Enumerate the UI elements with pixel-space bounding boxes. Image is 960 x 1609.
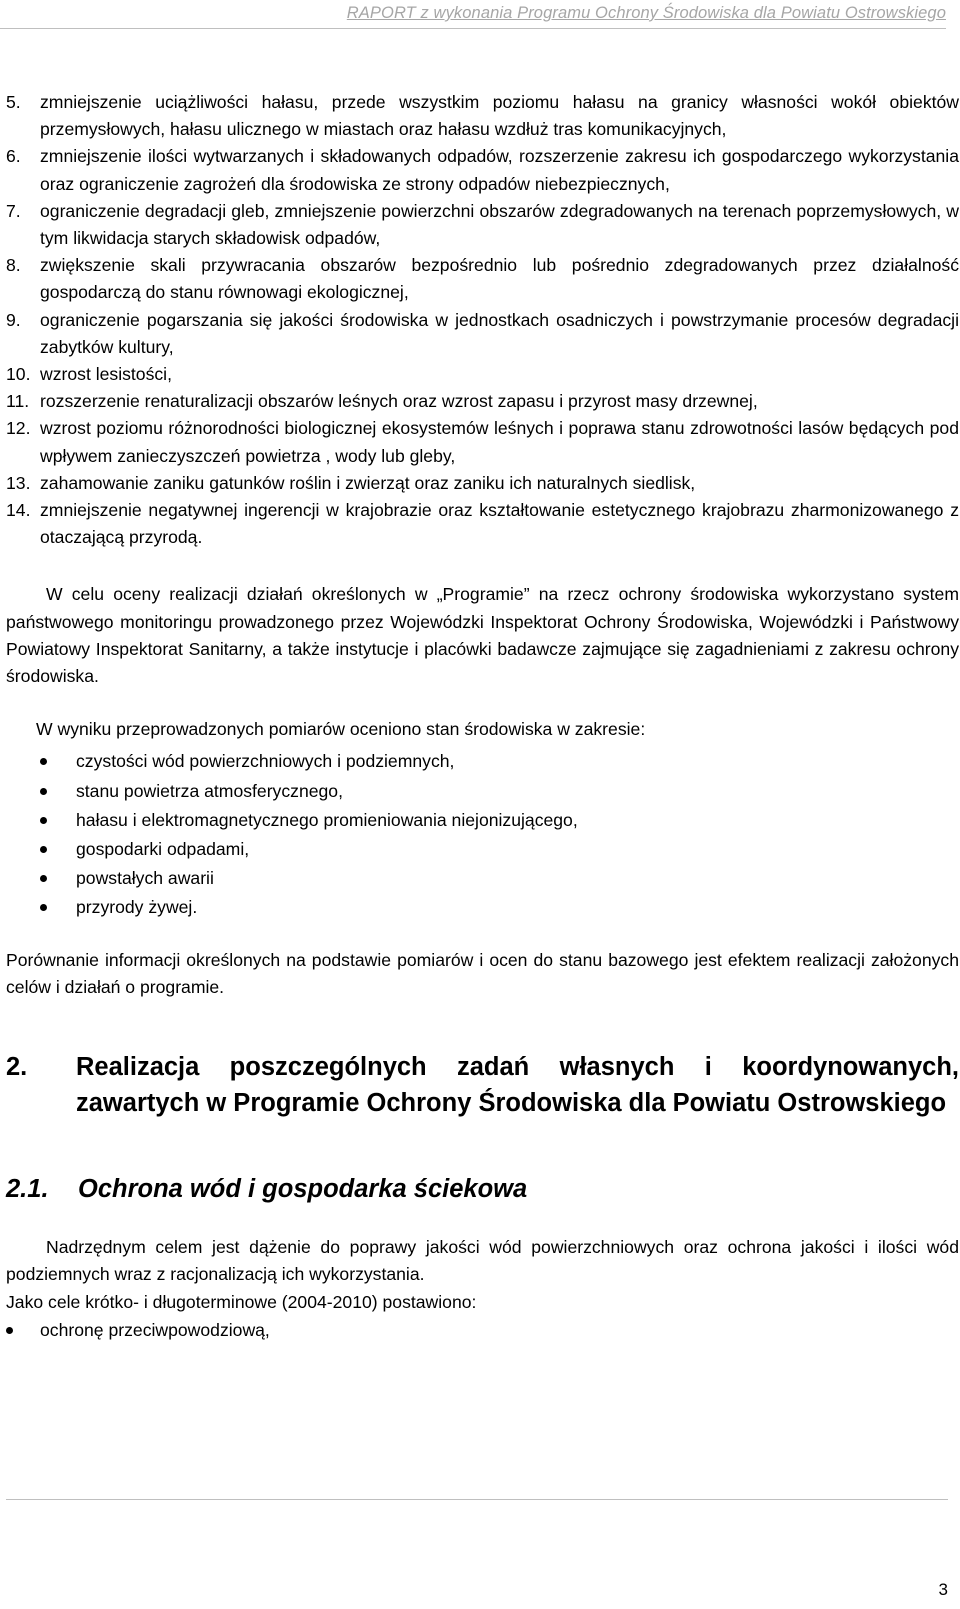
page-body xyxy=(6,89,959,1345)
water-paragraph: Nadrzędnym celem jest dążenie do poprawy jakości wód powierzchniowych oraz ochrona jakości i ilości wód podziemnych wraz z racjonalizacją ich wykorzystania. xyxy=(6,1237,959,1285)
goals-list xyxy=(6,89,959,551)
list-item: przyrody żywej. xyxy=(6,893,959,922)
list-item: ochronę przeciwpowodziową, xyxy=(6,1316,959,1345)
list-item: 6. zmniejszenie ilości wytwarzanych i składowanych odpadów, rozszerzenie zakresu ich gospodarczego wykorzystania oraz ograniczenie zagrożeń dla środowiska ze strony odpadów niebezpiecznych, xyxy=(6,146,959,194)
goals-intro: Jako cele krótko- i długoterminowe (2004-2010) postawiono: xyxy=(6,1291,477,1312)
bullet-icon xyxy=(40,817,47,824)
assessment-intro: W wyniku przeprowadzonych pomiarów oceniono stan środowiska w zakresie: xyxy=(36,719,646,740)
list-item: 7. ograniczenie degradacji gleb, zmniejszenie powierzchni obszarów zdegradowanych na terenach poprzemysłowych, w tym likwidacja starych składowisk odpadów, xyxy=(6,200,959,249)
page-number: 3 xyxy=(938,1580,948,1599)
assessment-list xyxy=(6,747,959,922)
list-item: 9. ograniczenie pogarszania się jakości środowiska w jednostkach osadniczych i powstrzymanie procesów degradacji zabytków kultury, xyxy=(6,309,959,357)
list-item: 5. zmniejszenie uciążliwości hałasu, przede wszystkim poziomu hałasu na granicy własności wokół obiektów przemysłowych, hałasu ulicznego w miastach oraz hałasu wzdłuż tras komunikacyjnych, xyxy=(6,92,959,140)
list-item: 13. zahamowanie zaniku gatunków roślin i zwierząt oraz zaniku ich naturalnych siedlisk, xyxy=(6,472,696,493)
list-item: czystości wód powierzchniowych i podziemnych, xyxy=(6,747,959,776)
water-goals-list xyxy=(6,1316,959,1345)
list-item: powstałych awarii xyxy=(6,864,959,893)
comparison-paragraph: Porównanie informacji określonych na podstawie pomiarów i ocen do stanu bazowego jest efektem realizacji założonych celów i działań o programie. xyxy=(6,949,959,997)
bullet-icon xyxy=(40,904,47,911)
list-item: gospodarki odpadami, xyxy=(6,835,959,864)
bullet-icon xyxy=(40,875,47,882)
section-heading: 2. Realizacja poszczególnych zadań własnych i koordynowanych, zawartych w Programie Ochrony Środowiska dla Powiatu Ostrowskiego xyxy=(6,1053,959,1118)
bullet-icon xyxy=(40,758,47,765)
footer-divider xyxy=(6,1499,948,1500)
list-item: hałasu i elektromagnetycznego promieniowania niejonizującego, xyxy=(6,806,959,835)
running-header-title: RAPORT z wykonania Programu Ochrony Środowiska dla Powiatu Ostrowskiego xyxy=(346,4,946,22)
list-item: 11. rozszerzenie renaturalizacji obszarów leśnych oraz wzrost zapasu i przyrost masy drzewnej, xyxy=(6,391,758,412)
monitoring-paragraph: W celu oceny realizacji działań określonych w „Programie” na rzecz ochrony środowiska wykorzystano system państwowego monitoringu prowadzonego przez Wojewódzki Inspektorat Ochrony Środowiska, Wojewódzki i Państwowy Powiatowy Inspektorat Sanitarny, a także instytucje i placówki badawcze zajmujące się zagadnieniami z zakresu ochrony środowiska. xyxy=(6,584,959,687)
list-item: stanu powietrza atmosferycznego, xyxy=(6,777,959,806)
list-item: 10. wzrost lesistości, xyxy=(6,364,172,385)
list-item: 12. wzrost poziomu różnorodności biologicznej ekosystemów leśnych i poprawa stanu zdrowotności lasów będących pod wpływem zanieczyszczeń powietrza , wody lub gleby, xyxy=(6,418,959,466)
bullet-icon xyxy=(6,1327,13,1334)
subsection-heading: 2.1. Ochrona wód i gospodarka ściekowa xyxy=(6,1175,528,1204)
running-header xyxy=(0,0,946,29)
bullet-icon xyxy=(40,846,47,853)
bullet-icon xyxy=(40,788,47,795)
list-item: 14. zmniejszenie negatywnej ingerencji w krajobrazie oraz kształtowanie estetycznego krajobrazu zharmonizowanego z otaczającą przyrodą. xyxy=(6,500,959,548)
list-item: 8. zwiększenie skali przywracania obszarów bezpośrednio lub pośrednio zdegradowanych przez działalność gospodarczą do stanu równowagi ekologicznej, xyxy=(6,255,959,303)
